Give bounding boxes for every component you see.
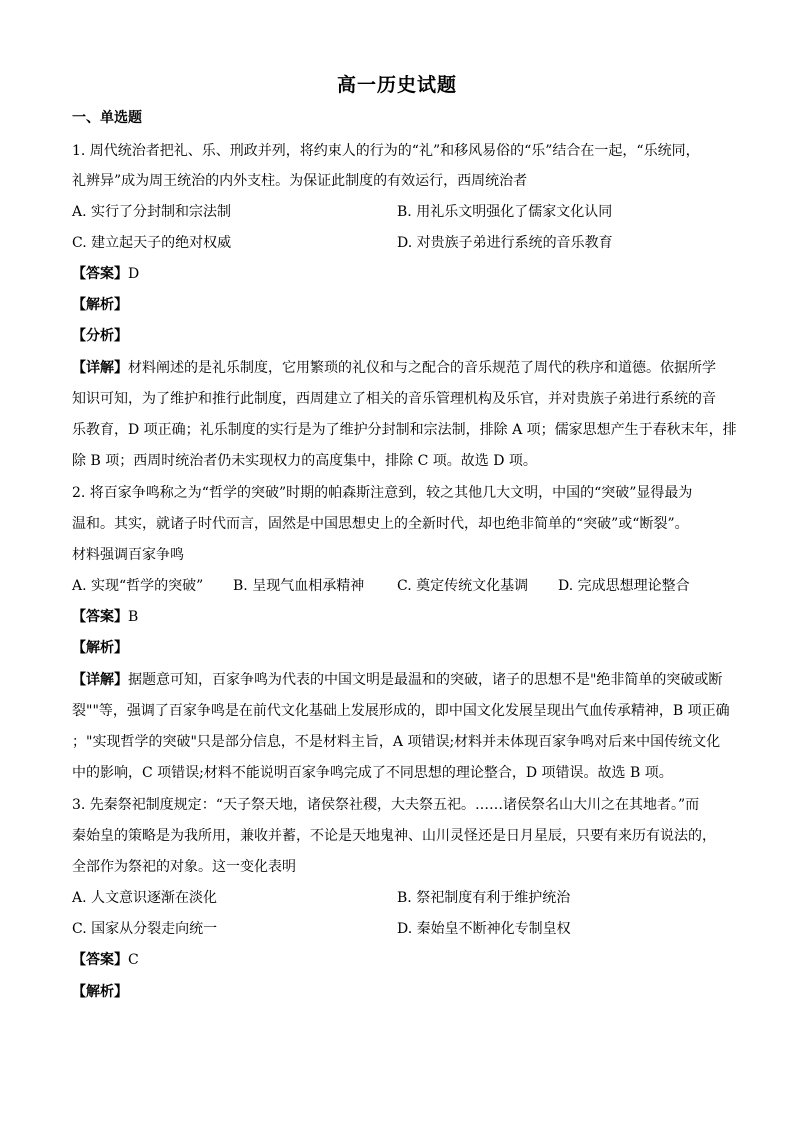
q3-jiexi-tag: 【解析】 bbox=[72, 984, 128, 1000]
q3-stem-line-3: 全部作为祭祀的对象。这一变化表明 bbox=[72, 859, 296, 875]
q1-detail-line-3: 乐教育，D 项正确；礼乐制度的实行是为了维护分封制和宗法制，排除 A 项；儒家思想产生于春秋末年，排 bbox=[72, 422, 737, 438]
q1-jiexi-tag: 【解析】 bbox=[72, 297, 128, 313]
q2-detail-text-1: 据题意可知，百家争鸣为代表的中国文明是最温和的突破，诸子的思想不是"绝非简单的突破或断 bbox=[128, 672, 723, 688]
page-title: 高一历史试题 bbox=[336, 74, 457, 96]
q1-answer-value: D bbox=[128, 266, 140, 282]
q1-fenxi-tag: 【分析】 bbox=[72, 328, 128, 344]
q2-option-a: A. 实现“哲学的突破” bbox=[72, 578, 204, 594]
q3-stem-line-1: 3. 先秦祭祀制度规定：“天子祭天地，诸侯祭社稷，大夫祭五祀。……诸侯祭名山大川之在其地者。”而 bbox=[72, 797, 700, 813]
q3-answer-tag: 【答案】 bbox=[72, 952, 128, 968]
q2-detail-line-3: ；"实现哲学的突破"只是部分信息，不是材料主旨，A 项错误;材料并未体现百家争鸣对后来中国传统文化 bbox=[72, 734, 721, 750]
q3-option-d: D. 秦始皇不断神化专制皇权 bbox=[397, 921, 571, 937]
q2-stem-line-1: 2. 将百家争鸣称之为“哲学的突破”时期的帕森斯注意到，较之其他几大文明，中国的“突破”显得最为 bbox=[72, 485, 693, 501]
q3-answer-value: C bbox=[128, 952, 139, 968]
q3-answer bbox=[72, 950, 722, 970]
q1-detail-line-1 bbox=[72, 358, 722, 378]
q2-answer-value: B bbox=[128, 609, 139, 625]
q2-detail-line-2: 裂""等，强调了百家争鸣是在前代文化基础上发展形成的，即中国文化发展呈现出气血传承精神，B 项正确 bbox=[72, 703, 730, 719]
q2-detail-line-1 bbox=[72, 670, 722, 690]
q3-stem-line-2: 秦始皇的策略是为我所用，兼收并蓄，不论是天地鬼神、山川灵怪还是日月星辰，只要有来历有说法的， bbox=[72, 828, 716, 844]
q3-option-a: A. 人文意识逐渐在淡化 bbox=[72, 890, 218, 906]
q2-option-d: D. 完成思想理论整合 bbox=[558, 578, 690, 594]
q1-option-b: B. 用礼乐文明强化了儒家文化认同 bbox=[397, 204, 613, 220]
q1-detail-text-1: 材料阐述的是礼乐制度，它用繁琐的礼仪和与之配合的音乐规范了周代的秩序和道德。依据所学 bbox=[128, 360, 716, 376]
q3-option-b: B. 祭祀制度有利于维护统治 bbox=[397, 890, 571, 906]
q2-detail-line-4: 中的影响，C 项错误;材料不能说明百家争鸣完成了不同思想的理论整合，D 项错误。故选 B 项。 bbox=[72, 765, 673, 781]
q2-answer bbox=[72, 607, 722, 627]
q2-stem-line-3: 材料强调百家争鸣 bbox=[72, 547, 184, 563]
q1-option-d: D. 对贵族子弟进行系统的音乐教育 bbox=[397, 235, 613, 251]
q2-answer-tag: 【答案】 bbox=[72, 609, 128, 625]
q1-stem-line-1: 1. 周代统治者把礼、乐、刑政并列，将约束人的行为的“礼”和移风易俗的“乐”结合在一起，“乐统同， bbox=[72, 143, 700, 159]
q1-detail-line-2: 知识可知，为了维护和推行此制度，西周建立了相关的音乐管理机构及乐官，并对贵族子弟进行系统的音 bbox=[72, 391, 716, 407]
section-heading: 一、单选题 bbox=[72, 110, 142, 126]
q1-answer bbox=[72, 264, 722, 284]
q1-option-a: A. 实行了分封制和宗法制 bbox=[72, 204, 232, 220]
q2-stem-line-2: 温和。其实，就诸子时代而言，固然是中国思想史上的全新时代，却也绝非简单的“突破”或“断裂”。 bbox=[72, 516, 689, 532]
q1-detail-line-4: 除 B 项；西周时统治者仍未实现权力的高度集中，排除 C 项。故选 D 项。 bbox=[72, 453, 537, 469]
q1-detail-tag: 【详解】 bbox=[72, 360, 128, 376]
q1-option-c: C. 建立起天子的绝对权威 bbox=[72, 235, 232, 251]
q1-answer-tag: 【答案】 bbox=[72, 266, 128, 282]
q1-stem-line-2: 礼辨异”成为周王统治的内外支柱。为保证此制度的有效运行，西周统治者 bbox=[72, 173, 528, 189]
q2-jiexi-tag: 【解析】 bbox=[72, 640, 128, 656]
q2-option-c: C. 奠定传统文化基调 bbox=[397, 578, 529, 594]
q2-detail-tag: 【详解】 bbox=[72, 672, 128, 688]
q2-option-b: B. 呈现气血相承精神 bbox=[233, 578, 365, 594]
q3-option-c: C. 国家从分裂走向统一 bbox=[72, 921, 218, 937]
